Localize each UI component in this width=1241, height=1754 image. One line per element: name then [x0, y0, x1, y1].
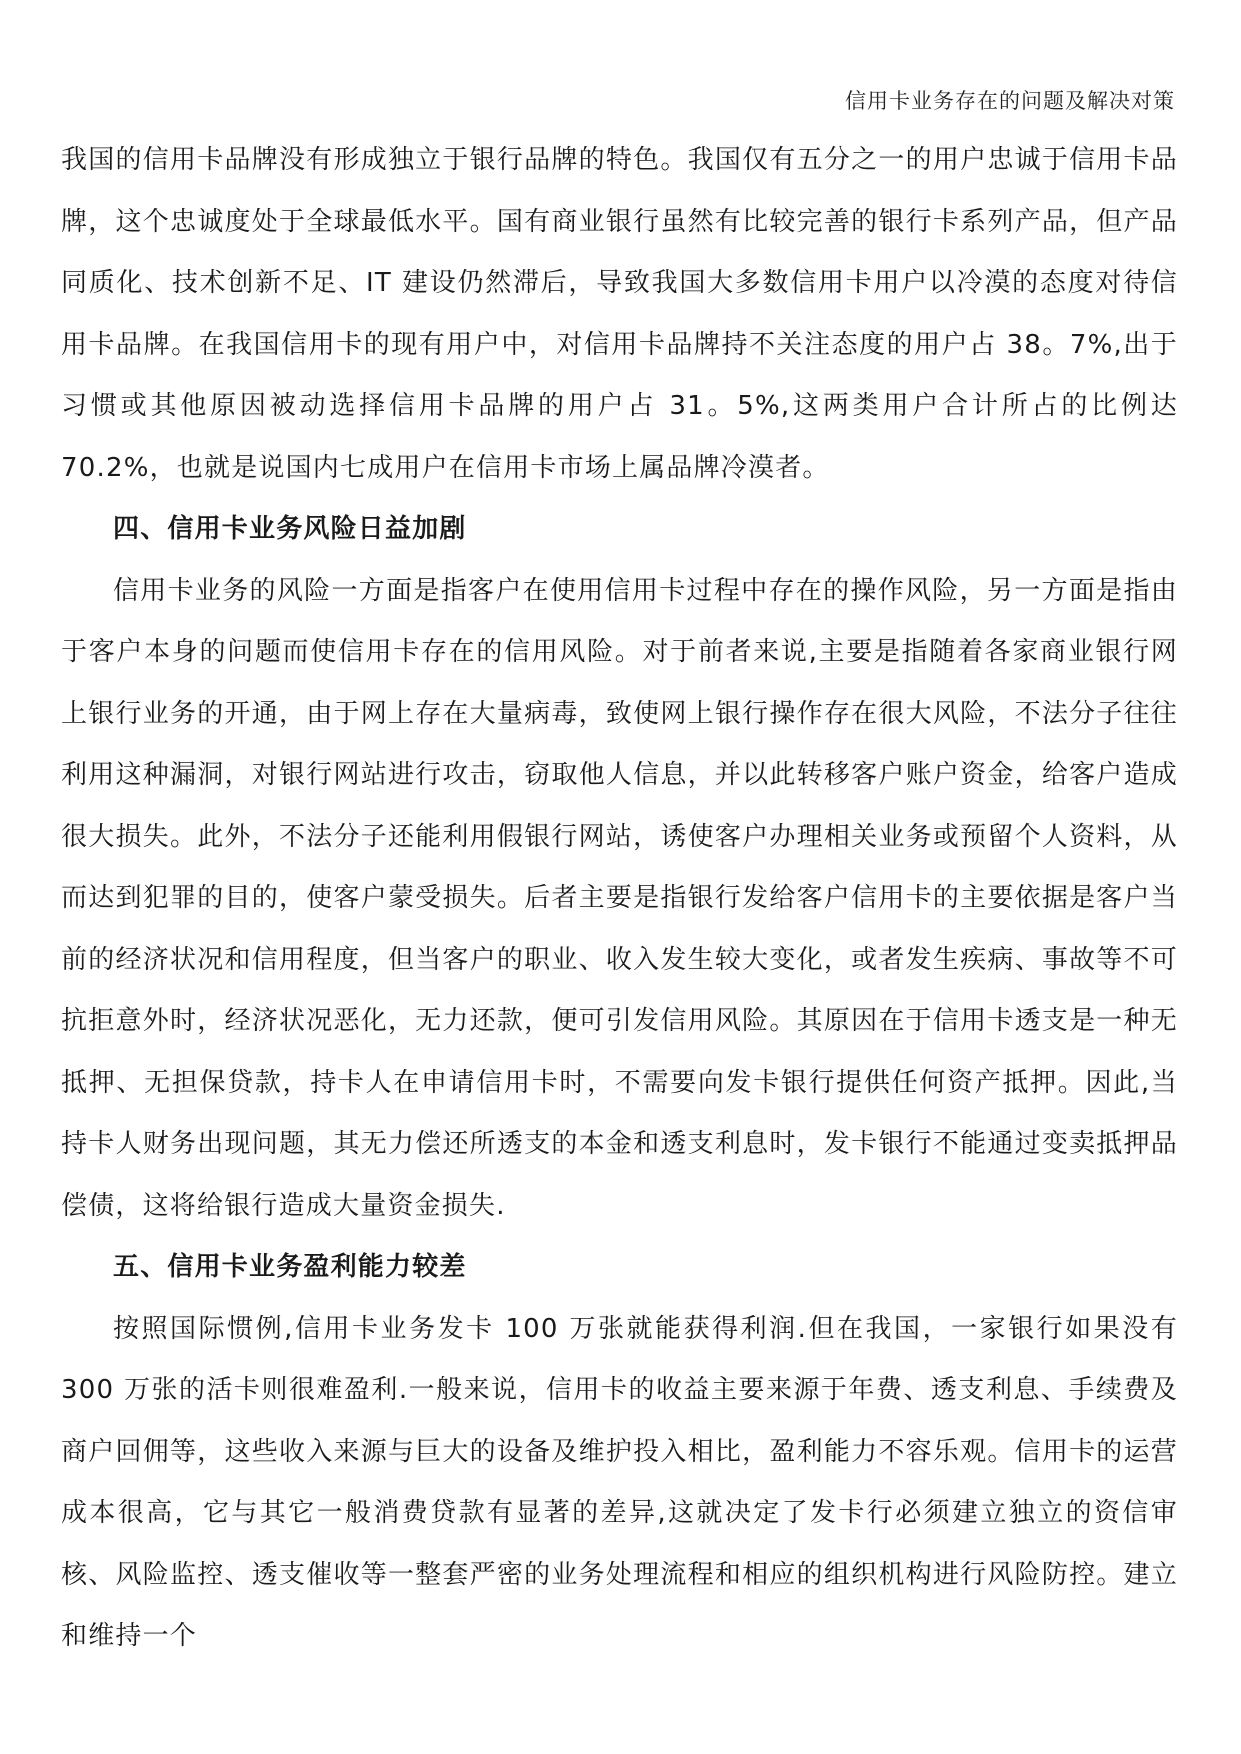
- section-heading-risk: 四、信用卡业务风险日益加剧: [113, 514, 467, 544]
- section-heading-profitability: 五、信用卡业务盈利能力较差: [113, 1252, 467, 1282]
- paragraph-profitability: 按照国际惯例,信用卡业务发卡 100 万张就能获得利润.但在我国，一家银行如果没有 300 万张的活卡则很难盈利.一般来说，信用卡的收益主要来源于年费、透支利息、手续费及商户回佣等，这些收入来源与巨大的设备及维护投入相比，盈利能力不容乐观。信用卡的运营成本很高，它与其它一般消费贷款有显著的差异,这就决定了发卡行必须建立独立的资信审核、风险监控、透支催收等一整套严密的业务处理流程和相应的组织机构进行风险防控。建立和维持一个: [61, 1313, 1178, 1651]
- paragraph-brand-loyalty: 我国的信用卡品牌没有形成独立于银行品牌的特色。我国仅有五分之一的用户忠诚于信用卡品牌，这个忠诚度处于全球最低水平。国有商业银行虽然有比较完善的银行卡系列产品，但产品同质化、技术创新不足、IT 建设仍然滞后，导致我国大多数信用卡用户以冷漠的态度对待信用卡品牌。在我国信用卡的现有用户中，对信用卡品牌持不关注态度的用户占 38。7%,出于习惯或其他原因被动选择信用卡品牌的用户占 31。5%,这两类用户合计所占的比例达 70.2%，也就是说国内七成用户在信用卡市场上属品牌冷漠者。: [61, 145, 1178, 483]
- running-header-title: 信用卡业务存在的问题及解决对策: [845, 89, 1175, 113]
- document-body: [61, 130, 1178, 1668]
- paragraph-risk: 信用卡业务的风险一方面是指客户在使用信用卡过程中存在的操作风险，另一方面是指由于客户本身的问题而使信用卡存在的信用风险。对于前者来说,主要是指随着各家商业银行网上银行业务的开通，由于网上存在大量病毒，致使网上银行操作存在很大风险，不法分子往往利用这种漏洞，对银行网站进行攻击，窃取他人信息，并以此转移客户账户资金，给客户造成很大损失。此外，不法分子还能利用假银行网站，诱使客户办理相关业务或预留个人资料，从而达到犯罪的目的，使客户蒙受损失。后者主要是指银行发给客户信用卡的主要依据是客户当前的经济状况和信用程度，但当客户的职业、收入发生较大变化，或者发生疾病、事故等不可抗拒意外时，经济状况恶化，无力还款，便可引发信用风险。其原因在于信用卡透支是一种无抵押、无担保贷款，持卡人在申请信用卡时，不需要向发卡银行提供任何资产抵押。因此,当持卡人财务出现问题，其无力偿还所透支的本金和透支利息时，发卡银行不能通过变卖抵押品偿债，这将给银行造成大量资金损失.: [61, 575, 1178, 1221]
